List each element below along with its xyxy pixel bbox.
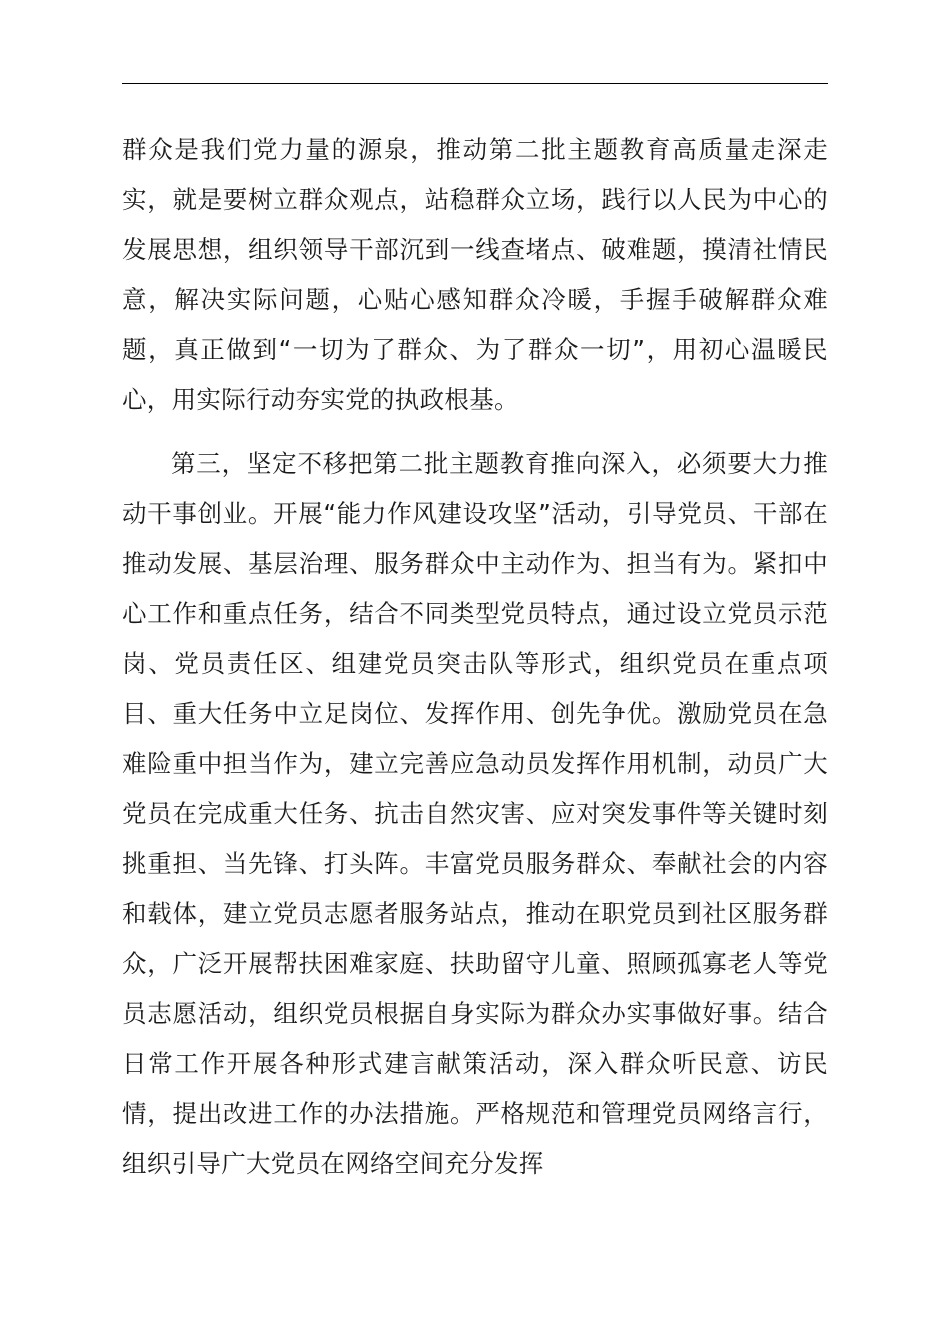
header-rule [122, 83, 828, 84]
paragraph-2: 第三，坚定不移把第二批主题教育推向深入，必须要大力推动干事创业。开展“能力作风建设攻坚”活动，引导党员、干部在推动发展、基层治理、服务群众中主动作为、担当有为。紧扣中心工作和重点任务，结合不同类型党员特点，通过设立党员示范岗、党员责任区、组建党员突击队等形式，组织党员在重点项目、重大任务中立足岗位、发挥作用、创先争优。激励党员在急难险重中担当作为，建立完善应急动员发挥作用机制，动员广大党员在完成重大任务、抗击自然灾害、应对突发事件等关键时刻挑重担、当先锋、打头阵。丰富党员服务群众、奉献社会的内容和载体，建立党员志愿者服务站点，推动在职党员到社区服务群众，广泛开展帮扶困难家庭、扶助留守儿童、照顾孤寡老人等党员志愿活动，组织党员根据自身实际为群众办实事做好事。结合日常工作开展各种形式建言献策活动，深入群众听民意、访民情，提出改进工作的办法措施。严格规范和管理党员网络言行，组织引导广大党员在网络空间充分发挥 [122, 449, 828, 1178]
body-text [122, 125, 828, 1189]
paragraph-1: 群众是我们党力量的源泉，推动第二批主题教育高质量走深走实，就是要树立群众观点，站稳群众立场，践行以人民为中心的发展思想，组织领导干部沉到一线查堵点、破难题，摸清社情民意，解决实际问题，心贴心感知群众冷暖，手握手破解群众难题，真正做到“一切为了群众、为了群众一切”，用初心温暖民心，用实际行动夯实党的执政根基。 [122, 135, 828, 414]
